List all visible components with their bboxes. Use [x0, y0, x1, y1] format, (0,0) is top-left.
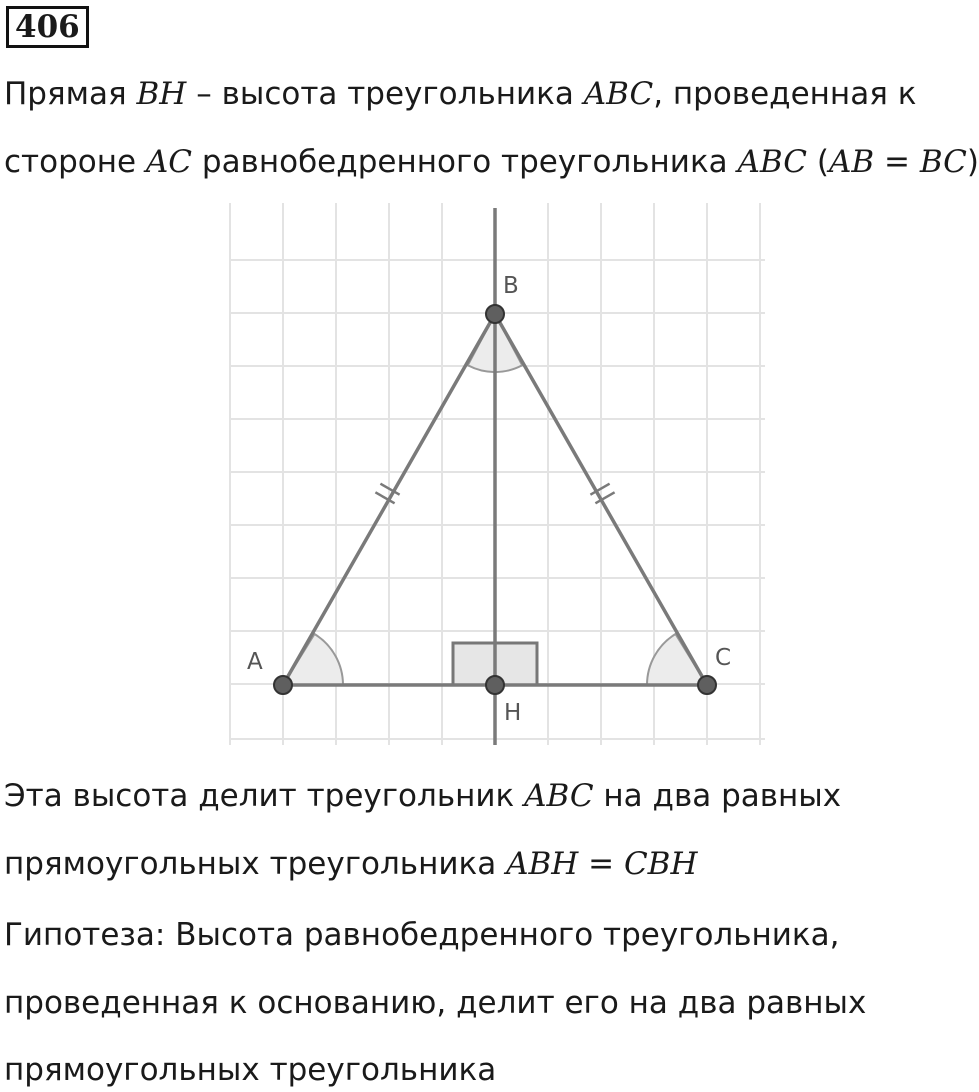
intro-text: стороне [4, 144, 146, 180]
hypothesis-line-1: Гипотеза: Высота равнобедренного треугольника, [4, 917, 840, 953]
conclusion-text: = [578, 846, 624, 882]
label-b: B [503, 273, 519, 299]
angle-c-marker [647, 634, 707, 685]
math-bh: BH [136, 76, 187, 112]
hypothesis-line-3: прямоугольных треугольника [4, 1052, 497, 1088]
conclusion-line-1 [4, 776, 841, 816]
intro-text: – высота треугольника [186, 76, 584, 112]
intro-text: , проведенная к [653, 76, 917, 112]
intro-line-2 [4, 142, 979, 182]
intro-text: ) [966, 144, 979, 180]
math-bc: BC [919, 144, 967, 180]
label-c: C [715, 645, 732, 671]
math-ab: AB [828, 144, 875, 180]
math-cbh: CBH [623, 846, 698, 882]
intro-text: ( [807, 144, 829, 180]
intro-text: = [874, 144, 920, 180]
intro-line-1 [4, 74, 916, 114]
point-h [486, 676, 504, 694]
hypothesis-line-2: проведенная к основанию, делит его на два равных [4, 985, 867, 1021]
math-abh: ABH [506, 846, 579, 882]
label-a: A [247, 649, 263, 675]
math-abc: ABC [737, 144, 807, 180]
triangle-figure [225, 203, 770, 750]
point-b [486, 305, 504, 323]
angle-a-marker [283, 634, 343, 685]
math-ac: AC [145, 144, 193, 180]
point-c [698, 676, 716, 694]
label-h: H [504, 700, 522, 726]
task-number: 406 [6, 6, 89, 48]
intro-text: Прямая [4, 76, 137, 112]
point-a [274, 676, 292, 694]
conclusion-text: прямоугольных треугольника [4, 846, 507, 882]
conclusion-text: на два равных [593, 778, 842, 814]
conclusion-line-2 [4, 844, 698, 884]
math-abc: ABC [524, 778, 594, 814]
math-abc: ABC [583, 76, 654, 112]
conclusion-text: Эта высота делит треугольник [4, 778, 525, 814]
intro-text: равнобедренного треугольника [192, 144, 738, 180]
